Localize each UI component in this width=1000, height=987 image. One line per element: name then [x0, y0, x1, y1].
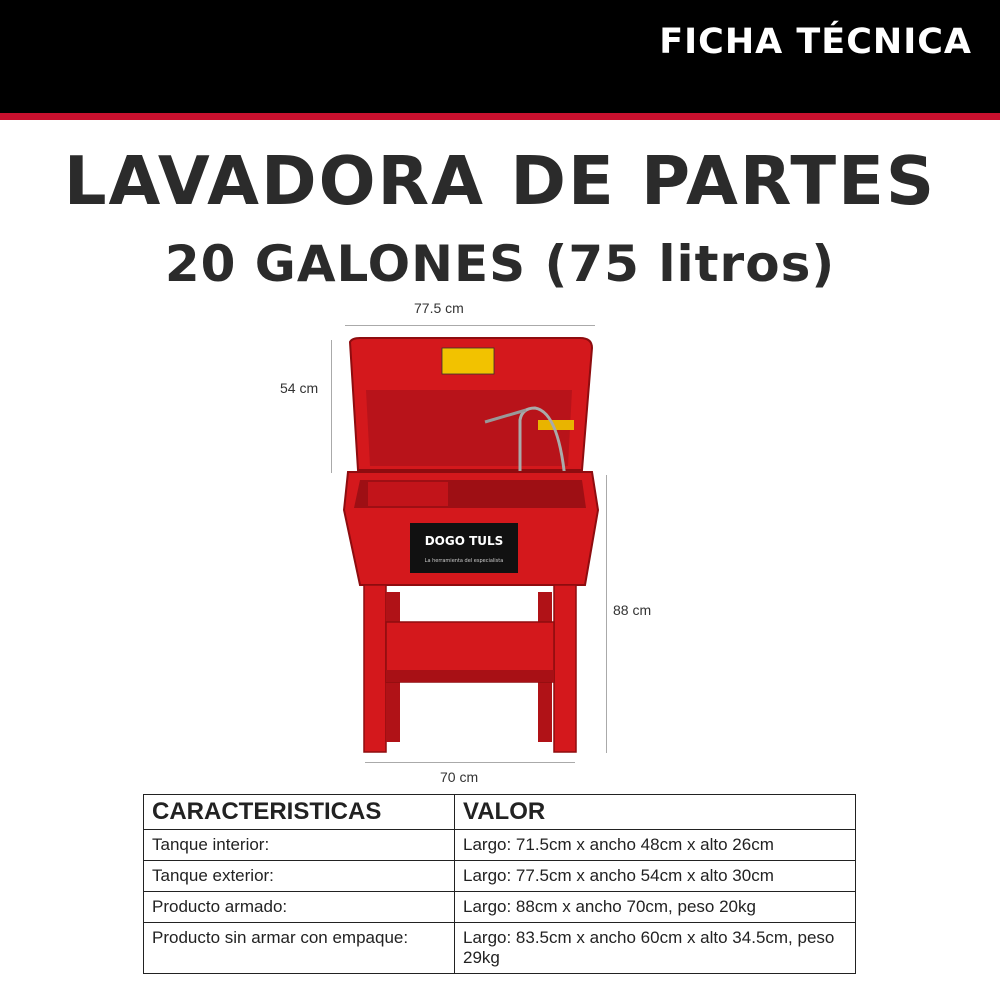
dimension-lid-height: 54 cm [280, 380, 319, 396]
dimension-top-width: 77.5 cm [414, 300, 464, 316]
table-cell-feature: Tanque exterior: [144, 861, 455, 892]
table-cell-value: Largo: 88cm x ancho 70cm, peso 20kg [455, 892, 856, 923]
header-banner [0, 0, 1000, 120]
table-header-row [144, 795, 856, 830]
dimension-line-top [345, 325, 595, 326]
table-header-value: VALOR [455, 795, 856, 830]
table-cell-feature: Producto sin armar con empaque: [144, 923, 455, 974]
table-row [144, 861, 856, 892]
table-row [144, 830, 856, 861]
table-header-characteristics: CARACTERISTICAS [144, 795, 455, 830]
table-row [144, 923, 856, 974]
dimension-total-height: 88 cm [613, 602, 652, 618]
dimension-line-base [365, 762, 575, 763]
product-subtitle: 20 GALONES (75 litros) [164, 235, 836, 293]
dimension-base-width: 70 cm [440, 769, 479, 785]
parts-washer-illustration [330, 330, 610, 760]
table-row [144, 892, 856, 923]
table-cell-feature: Producto armado: [144, 892, 455, 923]
brand-logo-text: DOGO TULS [424, 534, 504, 548]
product-title: LAVADORA DE PARTES [63, 142, 937, 220]
spec-table [143, 794, 856, 974]
banner-title: FICHA TÉCNICA [659, 22, 972, 62]
table-cell-value: Largo: 77.5cm x ancho 54cm x alto 30cm [455, 861, 856, 892]
table-cell-value: Largo: 71.5cm x ancho 48cm x alto 26cm [455, 830, 856, 861]
tank-shelf [368, 482, 448, 506]
brand-plate [410, 523, 518, 573]
shelf-edge [386, 670, 554, 682]
leg-front-left [364, 585, 386, 752]
warning-label-icon [442, 348, 494, 374]
table-cell-value: Largo: 83.5cm x ancho 60cm x alto 34.5cm, peso 29kg [455, 923, 856, 974]
brand-tagline: La herramienta del especialista [424, 558, 504, 564]
table-cell-feature: Tanque interior: [144, 830, 455, 861]
leg-front-right [554, 585, 576, 752]
